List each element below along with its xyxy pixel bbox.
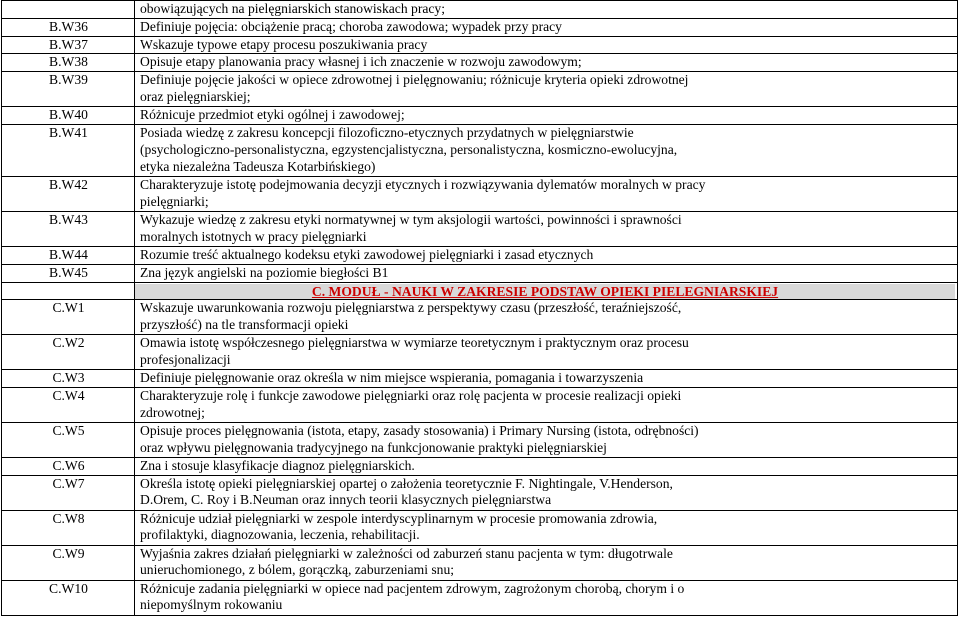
table-row [2, 387, 958, 422]
outcome-description: Różnicuje udział pielęgniarki w zespole interdyscyplinarnym w procesie promowania zdrowia, profilaktyki, diagnozowania, leczenia, rehabilitacji. [135, 510, 958, 545]
table-row [2, 176, 958, 211]
learning-outcomes-table [1, 0, 958, 616]
table-row [2, 422, 958, 457]
table-row [2, 18, 958, 36]
outcome-description: Omawia istotę współczesnego pielęgniarstwa w wymiarze teoretycznym i praktycznym oraz procesu profesjonalizacji [135, 335, 958, 370]
outcome-description: Rozumie treść aktualnego kodeksu etyki zawodowej pielęgniarki i zasad etycznych [135, 246, 958, 264]
outcome-description: Wyjaśnia zakres działań pielęgniarki w zależności od zaburzeń stanu pacjenta w tym: długotrwale unieruchomionego, z bólem, gorączką, zaburzeniami snu; [135, 545, 958, 580]
table-row [2, 36, 958, 54]
outcome-description: Opisuje proces pielęgnowania (istota, etapy, zasady stosowania) i Primary Nursing (istota, odrębności) oraz wpływu pielęgnowania tradycyjnego na funkcjonowanie praktyki pielęgniarskiej [135, 422, 958, 457]
outcome-code: C.W3 [2, 370, 135, 388]
outcome-description: Posiada wiedzę z zakresu koncepcji filozoficzno-etycznych przydatnych w pielęgniarstwie (psychologiczno-personalistyczna, egzystencjalistyczna, personalistyczna, kosmiczno-ewolucyjna, etyka niezależna Tadeusza Kotarbińskiego) [135, 124, 958, 176]
table-row [2, 370, 958, 388]
section-heading-row [2, 282, 958, 300]
outcome-code: C.W8 [2, 510, 135, 545]
outcome-code: B.W41 [2, 124, 135, 176]
outcome-code: C.W4 [2, 387, 135, 422]
outcome-description: Opisuje etapy planowania pracy własnej i ich znaczenie w rozwoju zawodowym; [135, 54, 958, 72]
outcome-code: B.W44 [2, 246, 135, 264]
table-row [2, 335, 958, 370]
outcome-code: B.W42 [2, 176, 135, 211]
outcome-description: Określa istotę opieki pielęgniarskiej opartej o założenia teoretycznie F. Nightingale, V.Henderson, D.Orem, C. Roy i B.Neuman oraz innych teorii klasycznych pielęgniarstwa [135, 475, 958, 510]
outcome-code: B.W39 [2, 72, 135, 107]
outcome-code: B.W40 [2, 107, 135, 125]
outcome-code: C.W9 [2, 545, 135, 580]
outcome-code: B.W43 [2, 211, 135, 246]
section-heading-cell [135, 282, 958, 300]
table-row [2, 54, 958, 72]
outcome-description: Definiuje pojęcia: obciążenie pracą; choroba zawodowa; wypadek przy pracy [135, 18, 958, 36]
table-row [2, 211, 958, 246]
outcome-code: C.W6 [2, 457, 135, 475]
table-row [2, 457, 958, 475]
table-row [2, 300, 958, 335]
outcome-description: Wykazuje wiedzę z zakresu etyki normatywnej w tym aksjologii wartości, powinności i sprawności moralnych istotnych w pracy pielęgniarki [135, 211, 958, 246]
table-row [2, 124, 958, 176]
outcome-code: B.W38 [2, 54, 135, 72]
section-heading-spacer [2, 282, 135, 300]
outcome-description: Definiuje pojęcie jakości w opiece zdrowotnej i pielęgnowaniu; różnicuje kryteria opieki zdrowotnej oraz pielęgniarskiej; [135, 72, 958, 107]
outcome-description: Zna i stosuje klasyfikacje diagnoz pielęgniarskich. [135, 457, 958, 475]
outcome-code: C.W2 [2, 335, 135, 370]
outcome-description: Różnicuje przedmiot etyki ogólnej i zawodowej; [135, 107, 958, 125]
outcome-description: Wskazuje typowe etapy procesu poszukiwania pracy [135, 36, 958, 54]
table-row [2, 510, 958, 545]
outcome-description: Różnicuje zadania pielęgniarki w opiece nad pacjentem zdrowym, zagrożonym chorobą, chorym i o niepomyślnym rokowaniu [135, 580, 958, 615]
outcome-code [2, 1, 135, 19]
table-row [2, 1, 958, 19]
outcome-code: B.W37 [2, 36, 135, 54]
table-row [2, 246, 958, 264]
outcome-code: B.W45 [2, 264, 135, 282]
outcome-code: C.W10 [2, 580, 135, 615]
outcome-description: Charakteryzuje istotę podejmowania decyzji etycznych i rozwiązywania dylematów moralnych w pracy pielęgniarki; [135, 176, 958, 211]
outcome-description: Wskazuje uwarunkowania rozwoju pielęgniarstwa z perspektywy czasu (przeszłość, teraźniejszość, przyszłość) na tle transformacji opieki [135, 300, 958, 335]
table-row [2, 580, 958, 615]
outcome-code: C.W5 [2, 422, 135, 457]
outcome-code: B.W36 [2, 18, 135, 36]
outcome-description: obowiązujących na pielęgniarskich stanowiskach pracy; [135, 1, 958, 19]
outcome-description: Charakteryzuje rolę i funkcje zawodowe pielęgniarki oraz rolę pacjenta w procesie realizacji opieki zdrowotnej; [135, 387, 958, 422]
table-row [2, 545, 958, 580]
table-row [2, 72, 958, 107]
outcome-description: Zna język angielski na poziomie biegłości B1 [135, 264, 958, 282]
outcome-code: C.W7 [2, 475, 135, 510]
section-heading: C. MODUŁ - NAUKI W ZAKRESIE PODSTAW OPIEKI PIELEGNIARSKIEJ [135, 284, 955, 300]
outcome-code: C.W1 [2, 300, 135, 335]
outcome-description: Definiuje pielęgnowanie oraz określa w nim miejsce wspierania, pomagania i towarzyszenia [135, 370, 958, 388]
table-row [2, 264, 958, 282]
table-row [2, 475, 958, 510]
table-row [2, 107, 958, 125]
